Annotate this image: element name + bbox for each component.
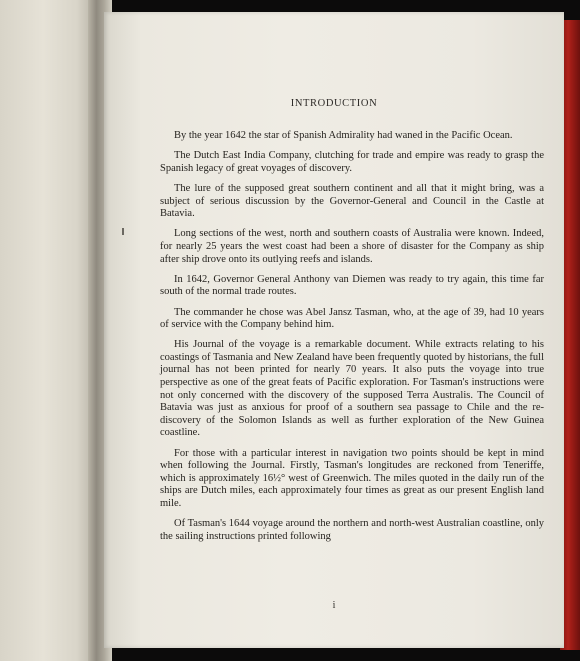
paragraph-8: For those with a particular interest in navigation two points should be kept in mind when following the Journal. Firstly, Tasman's longitudes are reckoned from Teneriffe, which is approximately 16½° west of Greenwich. The miles quoted in the daily run of the ships are Dutch miles, each approximately four times as great as our present English land mile. [160,447,544,509]
paragraph-5: In 1642, Governor General Anthony van Diemen was ready to try again, this time far south of the normal trade routes. [160,273,544,298]
margin-mark [122,228,124,235]
page-number: i [332,600,336,611]
left-page [0,0,96,661]
paragraph-2: The Dutch East India Company, clutching for trade and empire was ready to grasp the Spanish legacy of great voyages of discovery. [160,150,544,174]
paragraph-3: The lure of the supposed great southern continent and all that it might bring, was a subject of serious discussion by the Governor-General and Council in the Castle at Batavia. [160,182,544,220]
paragraph-4: Long sections of the west, north and southern coasts of Australia were known. Indeed, for nearly 25 years the west coast had been a shore of disaster for the Company as ship after ship drove onto its outlying reefs and islands. [160,228,544,265]
right-page [104,12,564,648]
paragraph-7: His Journal of the voyage is a remarkable document. While extracts relating to his coastings of Tasmania and New Zealand have been frequently quoted by historians, the full journal has not been printed for nearly 70 years. It also puts the voyage into true perspective as one of the great feats of Pacific exploration. For Tasman's instructions were not only concerned with the discovery of the supposed Terra Australis. The Council of Batavia was just as anxious for proof of a southern sea passage to Chile and the re-discovery of the Solomon Islands as well as further exploration of the New Guinea coastline. [160,339,544,439]
paragraph-9: Of Tasman's 1644 voyage around the northern and north-west Australian coastline, only the sailing instructions printed following [160,518,544,542]
page-body [160,130,544,551]
paragraph-1: By the year 1642 the star of Spanish Admirality had waned in the Pacific Ocean. [174,130,513,141]
page-heading: INTRODUCTION [290,98,378,109]
paragraph-6: The commander he chose was Abel Jansz Tasman, who, at the age of 39, had 10 years of service with the Company behind him. [160,306,544,331]
